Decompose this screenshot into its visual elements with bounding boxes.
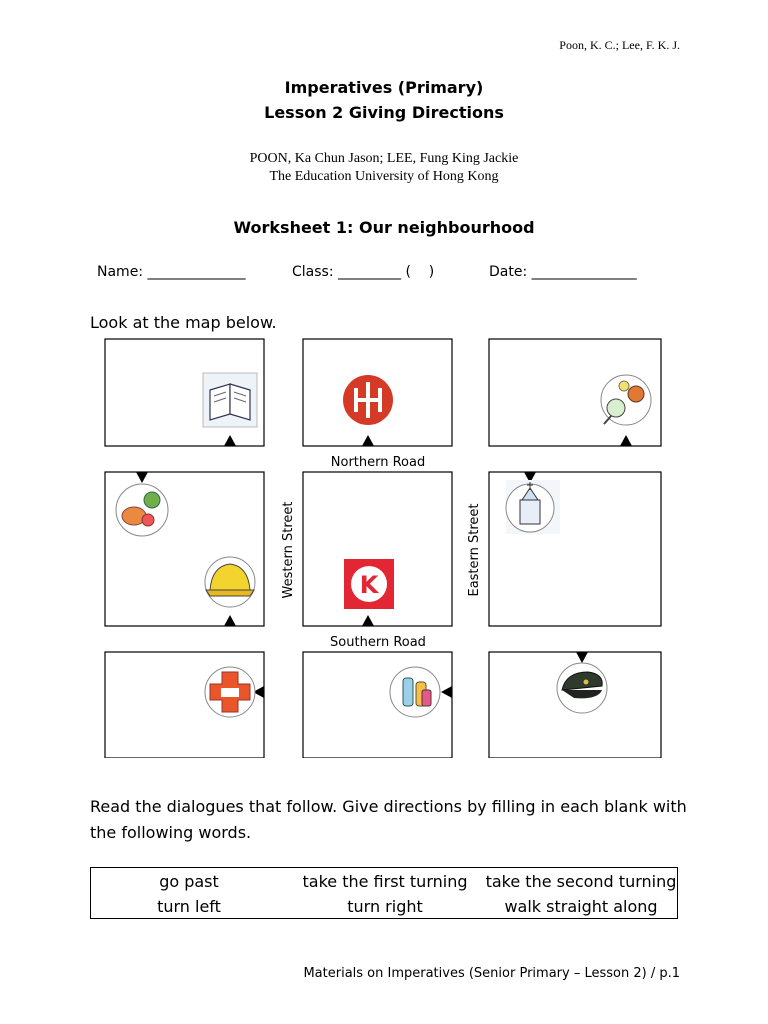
- mtr-station-icon: [343, 375, 393, 425]
- store-letter: K: [359, 571, 379, 599]
- church-icon: [506, 480, 560, 534]
- police-station-cap-icon: [557, 663, 607, 713]
- word-bank-cell: take the first turning: [302, 872, 468, 891]
- dialogue-instruction: Read the dialogues that follow. Give directions by filling in each blank with the following words.: [90, 797, 687, 842]
- date-field[interactable]: Date: _______________: [489, 264, 637, 280]
- fire-station-helmet-icon: [205, 557, 255, 607]
- author-names: POON, Ka Chun Jason; LEE, Fung King Jackie: [249, 151, 519, 166]
- northern-road-label: Northern Road: [330, 455, 426, 470]
- neighbourhood-map: [104, 338, 664, 758]
- western-street-label: Western Street: [281, 501, 296, 599]
- sports-centre-icon: [601, 375, 651, 425]
- lesson-title: Imperatives (Primary): [284, 78, 484, 97]
- library-book-icon: [203, 373, 257, 427]
- name-field[interactable]: Name: ______________: [97, 264, 246, 280]
- eastern-street-label: Eastern Street: [467, 503, 482, 597]
- affiliation: The Education University of Hong Kong: [269, 169, 499, 184]
- lesson-subtitle: Lesson 2 Giving Directions: [264, 103, 504, 122]
- southern-road-label: Southern Road: [330, 635, 426, 650]
- header-authors: Poon, K. C.; Lee, F. K. J.: [559, 38, 680, 52]
- class-field[interactable]: Class: _________ ( ): [292, 264, 435, 280]
- hospital-cross-icon: [205, 667, 255, 717]
- map-instruction: Look at the map below.: [90, 313, 277, 332]
- word-bank-table: [90, 867, 678, 919]
- market-food-icon: [116, 484, 168, 536]
- word-bank-cell: go past: [159, 872, 219, 891]
- convenience-store-k-icon: [344, 559, 394, 609]
- word-bank-cell: take the second turning: [485, 872, 677, 891]
- word-bank-cell: turn right: [347, 897, 423, 916]
- word-bank-cell: turn left: [157, 897, 221, 916]
- page-footer: Materials on Imperatives (Senior Primary – Lesson 2) / p.1: [303, 966, 680, 981]
- worksheet-title: Worksheet 1: Our neighbourhood: [233, 218, 535, 237]
- word-bank-cell: walk straight along: [504, 897, 658, 916]
- supermarket-bottles-icon: [390, 667, 440, 717]
